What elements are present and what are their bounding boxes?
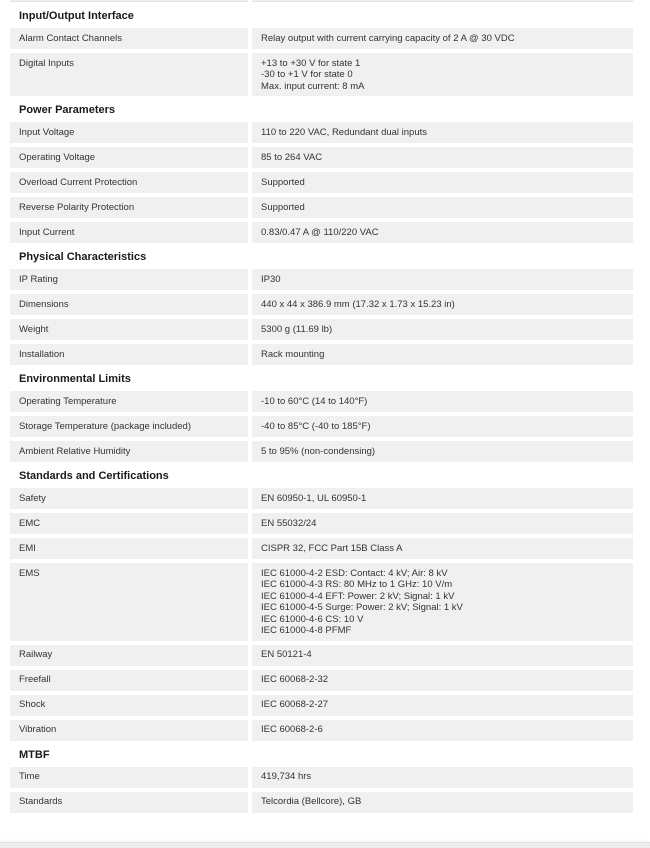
spec-value [252,670,633,691]
spec-value [252,416,633,437]
spec-value [252,53,633,96]
spec-label-text: Railway [19,649,53,660]
section-rows [10,269,633,365]
spec-row [10,28,633,49]
spec-row [10,538,633,559]
spec-section [10,749,633,813]
section-title: Environmental Limits [19,373,131,385]
spec-row [10,53,633,96]
spec-label-text: Vibration [19,724,57,735]
spec-value-line: IEC 60068-2-6 [261,724,323,735]
spec-row [10,222,633,243]
spec-label [10,197,248,218]
spec-label [10,344,248,365]
spec-label [10,538,248,559]
spec-label [10,269,248,290]
spec-value-line: IEC 60068-2-27 [261,699,329,710]
spec-row [10,147,633,168]
spec-value-line: -30 to +1 V for state 0 [261,69,353,80]
spec-value-line: 5300 g (11.69 lb) [261,323,333,335]
spec-label [10,319,248,340]
spec-value-line: IEC 61000-4-8 PFMF [261,625,352,636]
spec-section [10,373,633,462]
spec-row [10,441,633,462]
spec-label [10,294,248,315]
spec-label-text: Alarm Contact Channels [19,32,122,44]
spec-label [10,767,248,788]
spec-row [10,122,633,143]
spec-value-line: EN 55032/24 [261,517,317,529]
section-title: Standards and Certifications [19,470,169,482]
spec-label-text: Safety [19,492,46,504]
spec-label [10,670,248,691]
previous-row-label-cell [10,0,248,2]
spec-row [10,391,633,412]
next-section-bar [0,842,650,848]
spec-label [10,147,248,168]
spec-value [252,269,633,290]
spec-label-text: Input Current [19,226,75,238]
spec-label-text: Operating Voltage [19,151,96,163]
spec-value [252,294,633,315]
spec-table [10,10,633,813]
spec-label-text: Freefall [19,674,51,685]
spec-value-line: Rack mounting [261,348,325,360]
spec-row [10,695,633,716]
spec-value-line: 440 x 44 x 386.9 mm (17.32 x 1.73 x 15.23 in) [261,298,455,310]
section-rows [10,122,633,243]
spec-value-line: IP30 [261,273,281,285]
spec-label-text: Overload Current Protection [19,176,138,188]
spec-label-text: IP Rating [19,273,58,285]
spec-value [252,122,633,143]
spec-value [252,319,633,340]
spec-label [10,172,248,193]
spec-value [252,28,633,49]
spec-label [10,695,248,716]
spec-row [10,488,633,509]
spec-section [10,470,633,741]
spec-row [10,197,633,218]
spec-value [252,441,633,462]
spec-section [10,251,633,365]
spec-label-text: Time [19,771,40,782]
spec-row [10,792,633,813]
spec-value-line: Supported [261,176,305,188]
spec-label-text: Installation [19,348,65,360]
spec-value-line: IEC 61000-4-5 Surge: Power: 2 kV; Signal: 1 kV [261,602,463,613]
spec-value-line: Max. input current: 8 mA [261,80,365,92]
spec-label [10,122,248,143]
spec-label [10,488,248,509]
spec-label [10,28,248,49]
spec-label-text: Digital Inputs [19,57,74,69]
spec-value-line: 0.83/0.47 A @ 110/220 VAC [261,226,379,238]
spec-row [10,670,633,691]
spec-value-line: -10 to 60°C (14 to 140°F) [261,395,368,407]
section-title: Input/Output Interface [19,10,134,22]
spec-value-line: 110 to 220 VAC, Redundant dual inputs [261,126,428,138]
spec-value [252,222,633,243]
spec-value-line: IEC 61000-4-2 ESD: Contact: 4 kV; Air: 8 kV [261,567,448,579]
section-rows [10,767,633,813]
spec-row [10,720,633,741]
spec-value-line: 419,734 hrs [261,771,312,782]
spec-row [10,563,633,641]
spec-value [252,563,633,641]
spec-value-line: -40 to 85°C (-40 to 185°F) [261,420,371,432]
spec-value [252,767,633,788]
spec-row [10,645,633,666]
spec-value-line: +13 to +30 V for state 1 [261,57,361,69]
spec-value-line: 85 to 264 VAC [261,151,323,163]
spec-label-text: Standards [19,796,63,807]
spec-value [252,695,633,716]
spec-row [10,294,633,315]
spec-label [10,513,248,534]
spec-label-text: Storage Temperature (package included) [19,420,191,432]
spec-label [10,645,248,666]
spec-value [252,344,633,365]
spec-value [252,147,633,168]
spec-value [252,792,633,813]
spec-value [252,391,633,412]
spec-row [10,416,633,437]
spec-value [252,645,633,666]
spec-value-line: IEC 60068-2-32 [261,674,329,685]
spec-value [252,172,633,193]
previous-row-sliver [10,0,633,2]
spec-value-line: Supported [261,201,305,213]
spec-label [10,222,248,243]
spec-value [252,720,633,741]
spec-row [10,344,633,365]
spec-row [10,269,633,290]
spec-row [10,319,633,340]
spec-label-text: EMS [19,567,40,579]
spec-label-text: Dimensions [19,298,69,310]
spec-value [252,197,633,218]
spec-label [10,441,248,462]
spec-value-line: IEC 61000-4-3 RS: 80 MHz to 1 GHz: 10 V/m [261,579,453,590]
spec-label-text: EMC [19,517,41,529]
spec-label [10,391,248,412]
section-rows [10,28,633,96]
spec-value [252,538,633,559]
section-title: Power Parameters [19,104,115,116]
spec-label-text: Input Voltage [19,126,75,138]
spec-section [10,10,633,96]
spec-label [10,416,248,437]
spec-label-text: Weight [19,323,49,335]
spec-value-line: Telcordia (Bellcore), GB [261,796,362,807]
previous-row-value-cell [252,0,633,2]
spec-row [10,767,633,788]
spec-label [10,53,248,96]
spec-label-text: Reverse Polarity Protection [19,201,135,213]
spec-label [10,563,248,641]
section-title: Physical Characteristics [19,251,147,263]
section-title: MTBF [19,748,50,761]
spec-value [252,513,633,534]
spec-label-text: Operating Temperature [19,395,117,407]
spec-row [10,513,633,534]
section-rows [10,488,633,741]
spec-label-text: EMI [19,542,36,554]
spec-value-line: IEC 61000-4-6 CS: 10 V [261,613,364,625]
spec-label-text: Shock [19,699,46,710]
spec-value-line: Relay output with current carrying capacity of 2 A @ 30 VDC [261,32,515,44]
spec-label [10,720,248,741]
spec-label [10,792,248,813]
spec-value-line: 5 to 95% (non-condensing) [261,445,376,457]
spec-value [252,488,633,509]
spec-row [10,172,633,193]
spec-section [10,104,633,243]
spec-value-line: EN 60950-1, UL 60950-1 [261,492,367,504]
section-rows [10,391,633,462]
spec-value-line: EN 50121-4 [261,649,312,660]
spec-value-line: IEC 61000-4-4 EFT: Power: 2 kV; Signal: 1 kV [261,590,455,602]
spec-value-line: CISPR 32, FCC Part 15B Class A [261,542,403,554]
spec-label-text: Ambient Relative Humidity [19,445,131,457]
